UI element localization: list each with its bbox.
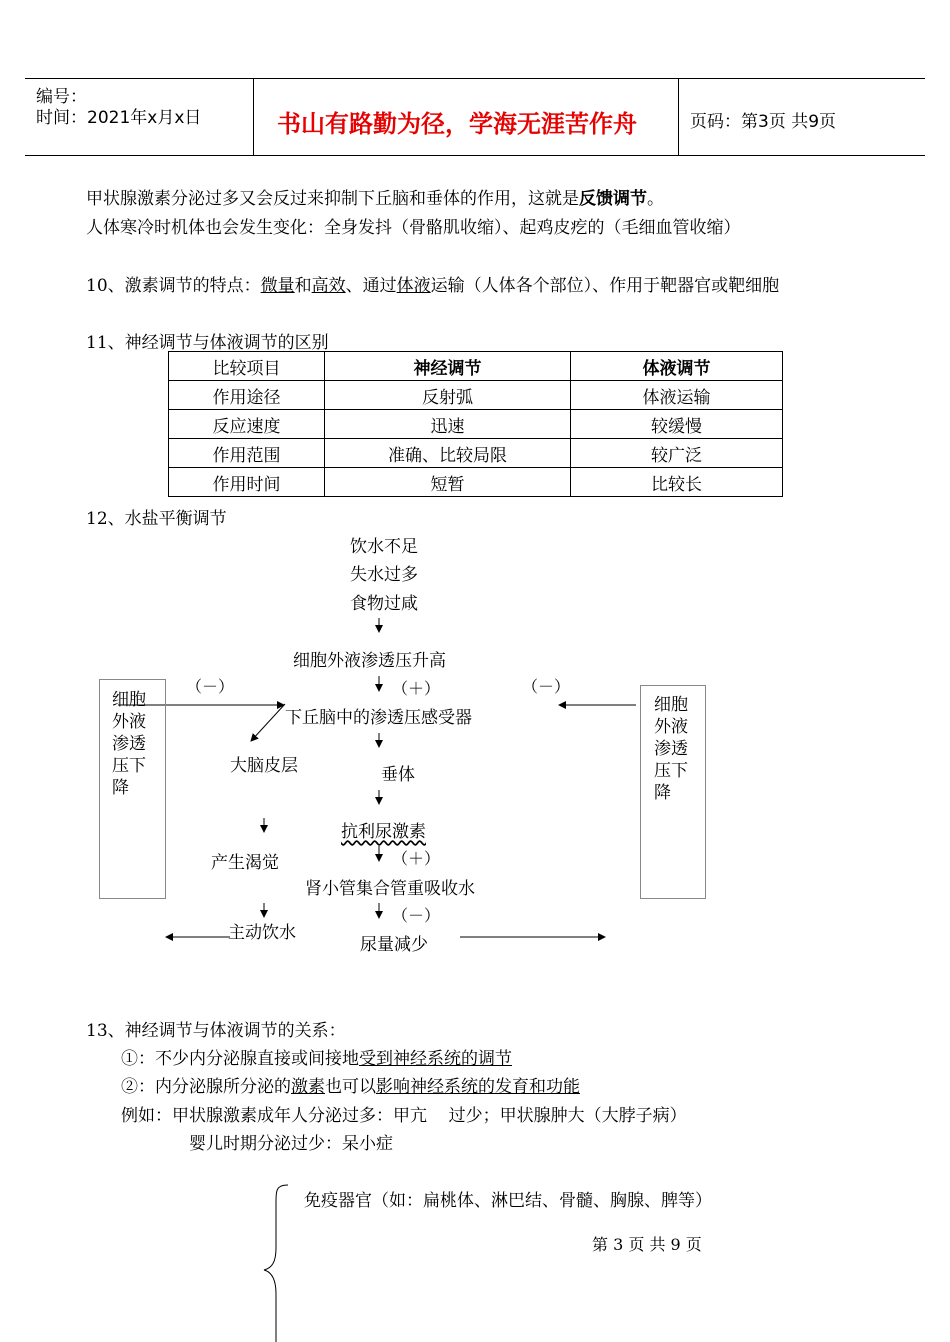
table-cell: 短暂: [325, 468, 571, 497]
item13-point-2: [121, 1072, 580, 1097]
item13-title: 13、神经调节与体液调节的关系：: [86, 1021, 346, 1041]
table-header-cell: 神经调节: [325, 352, 571, 381]
item13-example-2: 婴儿时期分泌过少：呆小症: [189, 1134, 393, 1154]
antidiuretic-hormone: 抗利尿激素: [341, 822, 426, 842]
reabsorption: 肾小管集合管重吸收水: [305, 879, 475, 899]
para-line-1-bold: 反馈调节: [579, 189, 647, 209]
item10-post: 运输（人体各个部位）、作用于靶器官或靶细胞: [430, 276, 780, 296]
hypothalamus-receptor: 下丘脑中的渗透压感受器: [285, 708, 472, 728]
table-cell: 作用途径: [169, 381, 325, 410]
item10-underline-2: 高效: [311, 276, 346, 296]
cause-2: 失水过多: [350, 565, 418, 585]
table-header-cell: 体液调节: [571, 352, 783, 381]
sign-minus-3: （－）: [392, 906, 441, 925]
right-result-text: 细胞外液渗透压下降: [654, 695, 688, 803]
item13-example-1: 例如：甲状腺激素成年人分泌过多：甲亢 过少；甲状腺肿大（大脖子病）: [121, 1106, 687, 1126]
item10-mid-2: 、通过: [345, 276, 397, 296]
table-cell: 比较长: [571, 468, 783, 497]
table-cell: 准确、比较局限: [325, 439, 571, 468]
header-motto: 书山有路勤为径，学海无涯苦作舟: [277, 110, 637, 138]
table-cell: 反射弧: [325, 381, 571, 410]
table-header-cell: 比较项目: [169, 352, 325, 381]
sign-plus-1: （＋）: [392, 679, 441, 698]
table-cell: 迅速: [325, 410, 571, 439]
table-cell: 作用范围: [169, 439, 325, 468]
cause-3: 食物过咸: [350, 594, 418, 614]
cerebral-cortex: 大脑皮层: [230, 756, 298, 776]
sign-minus-right: （－）: [522, 677, 571, 696]
sign-minus-left: （－）: [186, 677, 235, 696]
table-cell: 作用时间: [169, 468, 325, 497]
immune-organs-line: 免疫器官（如：扁桃体、淋巴结、骨髓、胸腺、脾等）: [304, 1191, 712, 1211]
item13-point-2-underline-1: 激素: [291, 1077, 325, 1097]
item12-title: 12、水盐平衡调节: [86, 509, 227, 529]
active-drinking: 主动饮水: [228, 923, 296, 943]
brace-icon: [264, 1185, 288, 1342]
arrow-diagonal-icon: [251, 704, 285, 741]
item10-underline-3: 体液: [396, 276, 431, 296]
item13-point-1: [121, 1044, 512, 1069]
item13-point-2-mid: 也可以: [325, 1077, 376, 1097]
header-page-label: 页码：第3页 共9页: [690, 112, 837, 132]
table-cell: 反应速度: [169, 410, 325, 439]
item10-pre: 10、激素调节的特点：: [86, 276, 261, 296]
item11-title: 11、神经调节与体液调节的区别: [86, 333, 329, 353]
item13-point-2-text: ②：内分泌腺所分泌的: [121, 1077, 291, 1097]
cause-1: 饮水不足: [350, 537, 418, 557]
para-line-1-text: 甲状腺激素分泌过多又会反过来抑制下丘脑和垂体的作用，这就是: [86, 189, 579, 209]
footer-page-number: 第 3 页 共 9 页: [592, 1235, 702, 1254]
urine-decrease: 尿量减少: [360, 935, 428, 955]
osmotic-pressure-up: 细胞外液渗透压升高: [293, 651, 446, 671]
item10-underline-1: 微量: [260, 276, 295, 296]
pituitary: 垂体: [381, 765, 415, 785]
para-line-1-end: 。: [647, 189, 664, 209]
header-time-label: 时间：2021年x月x日: [36, 108, 202, 128]
table-cell: 体液运输: [571, 381, 783, 410]
header-code-label: 编号：: [36, 87, 87, 107]
table-cell: 较缓慢: [571, 410, 783, 439]
sign-plus-2: （＋）: [392, 849, 441, 868]
table-cell: 较广泛: [571, 439, 783, 468]
para-line-2: 人体寒冷时机体也会发生变化：全身发抖（骨骼肌收缩）、起鸡皮疙的（毛细血管收缩）: [86, 218, 741, 238]
left-result-text: 细胞外液渗透压下降: [112, 690, 146, 798]
item13-point-1-text: ①：不少内分泌腺直接或间接地: [121, 1049, 359, 1069]
thirst: 产生渴觉: [211, 853, 279, 873]
item13-point-1-underline: 受到神经系统的调节: [359, 1049, 512, 1069]
item10-mid-1: 和: [294, 276, 312, 296]
item13-point-2-underline-2: 影响神经系统的发育和功能: [376, 1077, 580, 1097]
